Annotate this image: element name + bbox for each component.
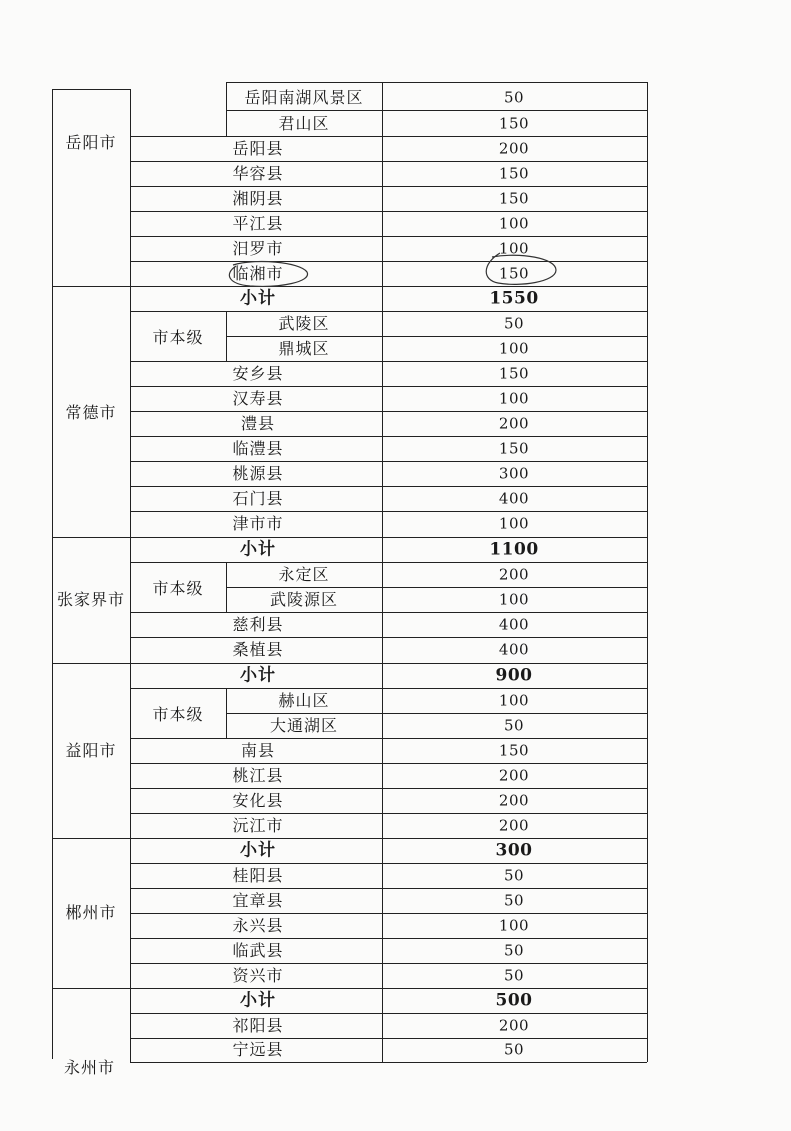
county-cell: 汨罗市: [232, 239, 284, 258]
value-cell: 200: [498, 565, 530, 584]
county-cell: 华容县: [232, 164, 284, 183]
value-cell: 200: [498, 139, 530, 158]
value-cell: 200: [498, 816, 530, 835]
subtotal-label: 小计: [240, 288, 276, 309]
subtotal-label: 小计: [240, 539, 276, 560]
value-cell: 50: [503, 88, 525, 107]
county-cell: 永兴县: [232, 916, 284, 935]
subtotal-value: 300: [495, 840, 533, 861]
county-cell: 澧县: [240, 414, 276, 433]
value-cell: 50: [503, 891, 525, 910]
county-cell: 宜章县: [232, 891, 284, 910]
county-cell: 鼎城区: [278, 339, 330, 358]
county-cell: 临武县: [232, 941, 284, 960]
value-cell: 50: [503, 966, 525, 985]
value-cell: 150: [498, 189, 530, 208]
value-cell: 400: [498, 615, 530, 634]
value-cell: 50: [503, 866, 525, 885]
county-cell: 桃源县: [232, 464, 284, 483]
county-cell: 桂阳县: [232, 866, 284, 885]
city-chenzhou: 郴州市: [65, 903, 117, 922]
subtotal-label: 小计: [240, 990, 276, 1011]
county-cell: 武陵区: [278, 314, 330, 333]
county-cell: 沅江市: [232, 816, 284, 835]
value-cell: 200: [498, 1016, 530, 1035]
value-cell: 100: [498, 214, 530, 233]
county-cell: 君山区: [278, 114, 330, 133]
value-cell: 150: [498, 439, 530, 458]
value-cell: 150: [498, 164, 530, 183]
county-cell: 湘阴县: [232, 189, 284, 208]
county-cell: 安化县: [232, 791, 284, 810]
sub-label-changde: 市本级: [152, 328, 204, 347]
sub-label-yiyang: 市本级: [152, 705, 204, 724]
value-cell: 100: [498, 389, 530, 408]
value-cell: 50: [503, 716, 525, 735]
county-cell: 武陵源区: [269, 590, 339, 609]
county-cell: 津市市: [232, 514, 284, 533]
value-cell: 200: [498, 414, 530, 433]
value-cell: 100: [498, 514, 530, 533]
value-cell: 100: [498, 590, 530, 609]
value-cell: 100: [498, 691, 530, 710]
city-yongzhou-cut: 永州市: [64, 1058, 116, 1077]
county-cell: 岳阳县: [232, 139, 284, 158]
value-cell: 100: [498, 239, 530, 258]
value-cell: 200: [498, 791, 530, 810]
county-cell: 大通湖区: [269, 716, 339, 735]
county-cell: 平江县: [232, 214, 284, 233]
pen-circle-county: [229, 261, 307, 286]
subtotal-value: 500: [495, 990, 533, 1011]
subtotal-value: 1550: [489, 288, 539, 309]
value-cell: 100: [498, 916, 530, 935]
county-cell: 资兴市: [232, 966, 284, 985]
value-cell: 200: [498, 766, 530, 785]
city-yiyang: 益阳市: [65, 741, 117, 760]
value-cell: 300: [498, 464, 530, 483]
value-cell: 50: [503, 941, 525, 960]
county-cell: 岳阳南湖风景区: [244, 88, 364, 107]
county-cell: 汉寿县: [232, 389, 284, 408]
county-cell: 南县: [240, 741, 276, 760]
value-cell: 50: [503, 314, 525, 333]
value-cell: 150: [498, 741, 530, 760]
subtotal-label: 小计: [240, 840, 276, 861]
value-cell: 150: [498, 114, 530, 133]
city-yueyang: 岳阳市: [65, 133, 117, 152]
county-cell: 祁阳县: [232, 1016, 284, 1035]
value-cell: 100: [498, 339, 530, 358]
value-cell: 150: [498, 364, 530, 383]
value-cell: 50: [503, 1040, 525, 1059]
subtotal-value: 1100: [489, 539, 539, 560]
pen-circle-value: [486, 253, 556, 284]
county-cell: 石门县: [232, 489, 284, 508]
county-cell: 慈利县: [232, 615, 284, 634]
value-cell: 150: [498, 264, 530, 283]
county-cell: 临澧县: [232, 439, 284, 458]
value-cell: 400: [498, 489, 530, 508]
subtotal-value: 900: [495, 665, 533, 686]
county-cell: 桑植县: [232, 640, 284, 659]
sub-label-zhangjiajie: 市本级: [152, 579, 204, 598]
city-zhangjiajie: 张家界市: [56, 590, 125, 609]
city-changde: 常德市: [65, 403, 117, 422]
subtotal-label: 小计: [240, 665, 276, 686]
county-cell: 赫山区: [278, 691, 330, 710]
value-cell: 400: [498, 640, 530, 659]
county-cell: 永定区: [278, 565, 330, 584]
county-cell: 安乡县: [232, 364, 284, 383]
county-cell: 桃江县: [232, 766, 284, 785]
county-cell: 宁远县: [232, 1040, 284, 1059]
county-cell: 临湘市: [232, 264, 284, 283]
